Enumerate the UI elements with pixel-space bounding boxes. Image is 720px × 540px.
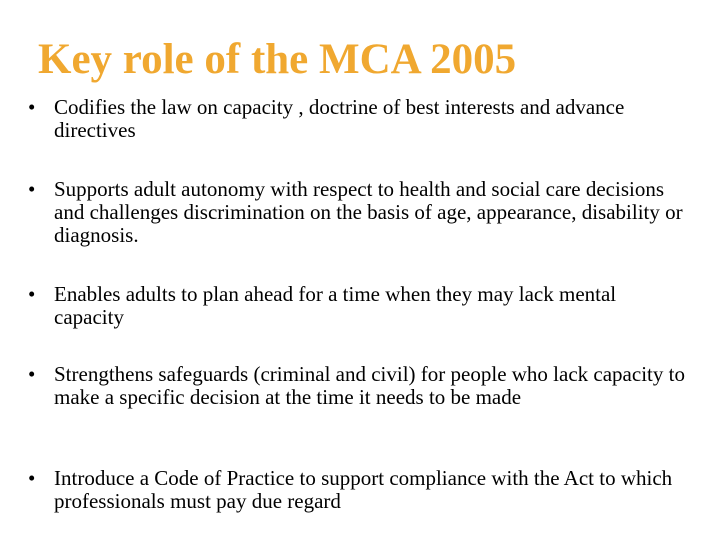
bullet-icon: •: [28, 282, 36, 306]
bullet-item: [28, 467, 688, 513]
bullet-icon: •: [28, 177, 36, 201]
bullet-text: Enables adults to plan ahead for a time when they may lack mental capacity: [54, 282, 617, 329]
bullet-text: Supports adult autonomy with respect to health and social care decisions and challenges discrimination on the basis of age, appearance, disability or diagnosis.: [54, 177, 683, 247]
bullet-icon: •: [28, 362, 36, 386]
bullet-text: Strengthens safeguards (criminal and civil) for people who lack capacity to make a specific decision at the time it needs to be made: [54, 362, 685, 409]
slide-title: Key role of the MCA 2005: [38, 36, 517, 83]
bullet-text: Codifies the law on capacity , doctrine of best interests and advance directives: [54, 95, 625, 142]
bullet-item: [28, 178, 688, 247]
bullet-item: [28, 96, 688, 142]
bullet-icon: •: [28, 95, 36, 119]
bullet-text: Introduce a Code of Practice to support compliance with the Act to which professionals must pay due regard: [54, 466, 673, 513]
bullet-item: [28, 363, 688, 409]
bullet-icon: •: [28, 466, 36, 490]
bullet-item: [28, 283, 688, 329]
